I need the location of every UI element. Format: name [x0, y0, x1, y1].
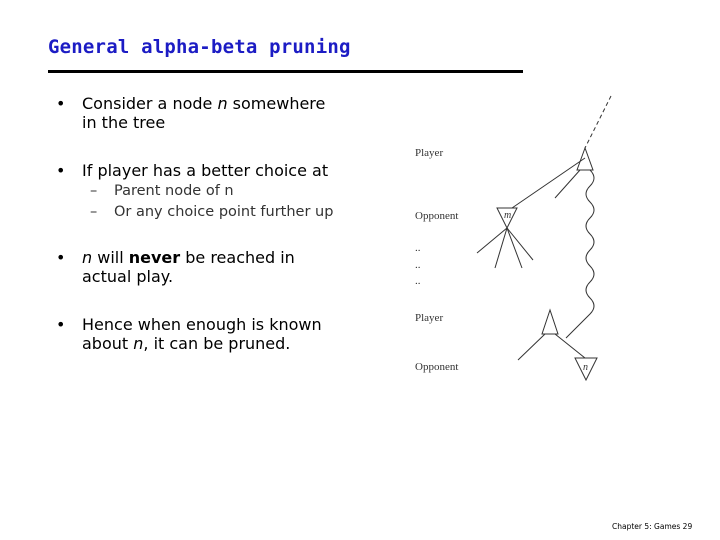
dashed-edge [585, 96, 611, 148]
bullet-dot: • [56, 161, 66, 180]
wavy-path [566, 170, 594, 338]
label-opponent-top: Opponent [415, 210, 459, 222]
bullet-1-text: Consider a node n somewhere in the tree [82, 94, 326, 132]
tree-edge [555, 334, 585, 358]
player-node-bottom [542, 310, 558, 334]
tree-edge [507, 228, 533, 260]
tree-edge [512, 158, 585, 208]
bullet-dot: • [56, 94, 66, 113]
tree-edge [477, 228, 507, 253]
tree-edge [507, 228, 522, 268]
pruning-tree-diagram [400, 88, 630, 388]
label-dots-1: .. [415, 242, 421, 254]
tree-edge [495, 228, 507, 268]
bullet-dot: • [56, 248, 66, 267]
bullet-4-text: Hence when enough is known about n, it can be pruned. [82, 315, 322, 353]
tree-edge [555, 170, 580, 198]
slide-footer: Chapter 5: Games 29 [612, 522, 693, 531]
slide-title: General alpha-beta pruning [48, 36, 351, 58]
label-dots-2: .. [415, 259, 421, 271]
bullet-dot: • [56, 315, 66, 334]
bullet-2-text: If player has a better choice at [82, 161, 329, 180]
title-underline [48, 70, 523, 73]
label-opponent-bottom: Opponent [415, 361, 459, 373]
label-dots-3: .. [415, 275, 421, 287]
label-node-n: n [583, 362, 588, 373]
label-player-top: Player [415, 147, 444, 159]
player-node-top [577, 148, 593, 170]
label-node-m: m [504, 210, 512, 221]
tree-edge [518, 334, 545, 360]
label-player-bottom: Player [415, 312, 444, 324]
bullet-3-text: n will never be reached in actual play. [82, 248, 295, 286]
